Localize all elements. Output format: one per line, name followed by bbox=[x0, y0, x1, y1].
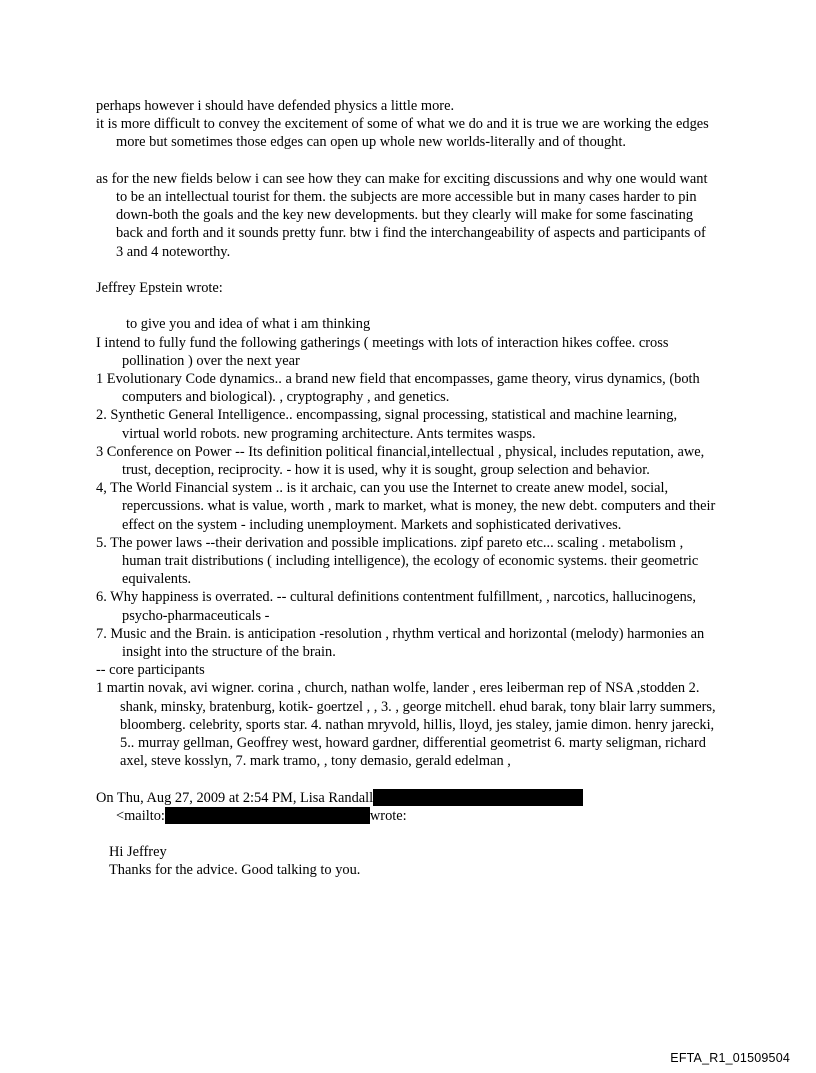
reply-line-2: it is more difficult to convey the excitement of some of what we do and it is true we are working the edges more but sometimes those edges can open up whole new worlds-literally and of thought. bbox=[96, 116, 709, 151]
core-header: -- core participants bbox=[96, 662, 205, 679]
list-item: 5. The power laws --their derivation and possible implications. zipf pareto etc... scaling . metabolism , human trait distributions ( including intelligence), the ecology of economic systems. their geometric equivalents. bbox=[96, 534, 699, 588]
list-item: 3 Conference on Power -- Its definition political financial,intellectual , physical, includes reputation, awe, trust, deception, reciprocity. - how it is used, why it is sought, group selection and behavior. bbox=[96, 443, 705, 479]
redaction-box bbox=[165, 807, 370, 824]
quote-intro: to give you and idea of what i am thinking bbox=[126, 316, 371, 333]
list-item: 2. Synthetic General Intelligence.. encompassing, signal processing, statistical and machine learning, virtual world robots. new programing architecture. Ants termites wasps. bbox=[96, 407, 678, 442]
lisa-body: Thanks for the advice. Good talking to you. bbox=[109, 862, 361, 879]
quote-fund: I intend to fully fund the following gatherings ( meetings with lots of interaction hikes coffee. cross pollination ) over the next year bbox=[96, 334, 669, 369]
reply-paragraph-2: as for the new fields below i can see how they can make for exciting discussions and why one would want to be an intellectual tourist for them. the subjects are more accessible but in many cases harder to pin down-both the goals and the key new developments. but they clearly will make for some fascinating back and forth and it sounds pretty funr. btw i find the interchangeability of aspects and participants of 3 and 4 noteworthy. bbox=[96, 170, 708, 260]
email-body bbox=[96, 97, 716, 880]
list-item: 1 Evolutionary Code dynamics.. a brand new field that encompasses, game theory, virus dynamics, (both computers and biological). , cryptography , and genetics. bbox=[96, 371, 700, 406]
lisa-greeting: Hi Jeffrey bbox=[109, 844, 167, 861]
quote-attribution bbox=[96, 789, 716, 825]
list-item: 7. Music and the Brain. is anticipation -resolution , rhythm vertical and horizontal (melody) harmonies an insight into the structure of the brain. bbox=[96, 625, 705, 661]
list-item: 6. Why happiness is overrated. -- cultural definitions contentment fulfillment, , narcotics, hallucinogens, psycho-pharmaceuticals - bbox=[96, 589, 696, 624]
redaction-box bbox=[373, 789, 583, 806]
document-id: EFTA_R1_01509504 bbox=[670, 1051, 790, 1065]
list-item: 4, The World Financial system .. is it archaic, can you use the Internet to create anew model, social, repercussions. what is value, worth , mark to market, what is money, the new debt. computers and their effect on the system - including unemployment. Markets and sophisticated derivatives. bbox=[96, 480, 716, 533]
mailto-prefix: <mailto: bbox=[116, 807, 165, 824]
mailto-suffix: wrote: bbox=[369, 807, 407, 824]
on-date-prefix: On Thu, Aug 27, 2009 at 2:54 PM, Lisa Randall bbox=[96, 789, 374, 806]
reply-line-1: perhaps however i should have defended physics a little more. bbox=[96, 98, 455, 114]
core-participants: 1 martin novak, avi wigner. corina , church, nathan wolfe, lander , eres leiberman rep of NSA ,stodden 2. shank, minsky, bratenburg, kotik- goertzel , , 3. , george mitchell. ehud barak, tony blair larry summers, bloomberg. celebrity, sports star. 4. nathan mryvold, hillis, lloyd, jes staley, jamie dimon. henry jarecki, 5.. murray gellman, Geoffrey west, howard gardner, differential geometrist 6. marty seligman, richard axel, steve kosslyn, 7. mark tramo, , tony demasio, gerald edelman , bbox=[96, 680, 716, 770]
quote-header: Jeffrey Epstein wrote: bbox=[96, 280, 223, 296]
